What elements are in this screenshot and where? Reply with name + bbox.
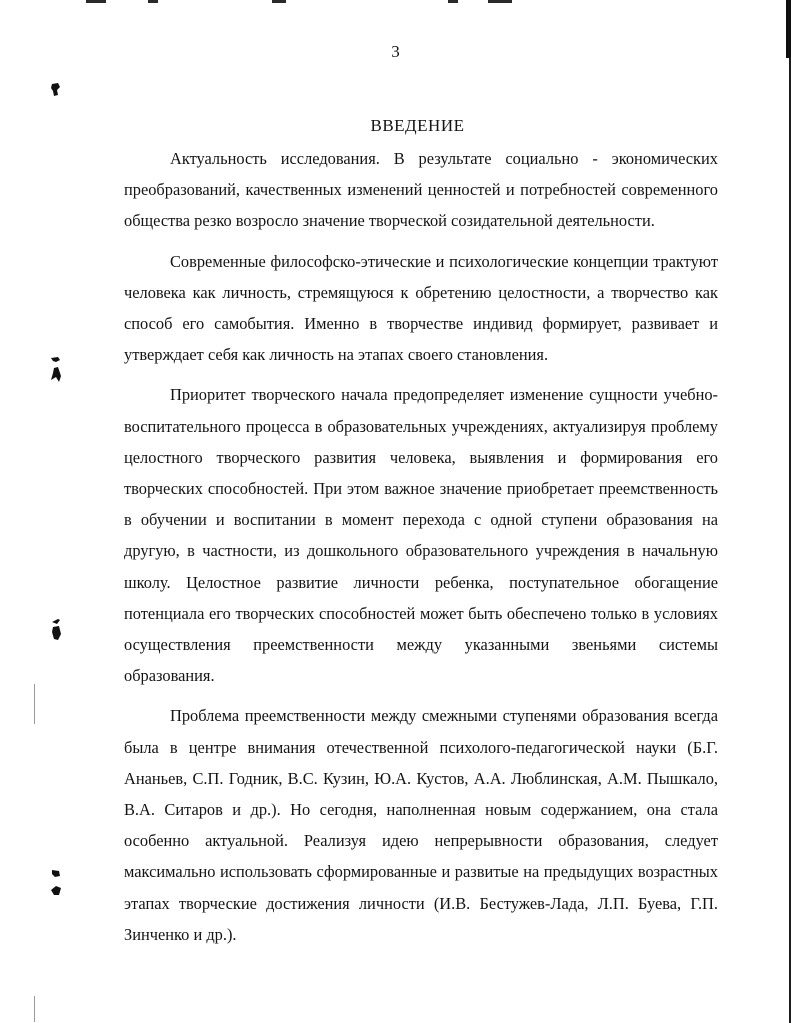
binder-hole-mark [48,356,64,384]
binder-hole-mark [48,868,64,896]
paragraph: Приоритет творческого начала предопределяет изменение сущности учебно-воспитательного процесса в образовательных учреждениях, актуализируя проблему целостного творческого развития человека, выявления и формирования его творческих способностей. При этом важное значение приобретает преемственность в обучении и воспитании в момент перехода с одной ступени образования на другую, в частности, из дошкольного образовательного учреждения в начальную школу. Целостное развитие личности ребенка, поступательное обогащение потенциала его творческих способностей может быть обеспечено только в условиях осуществления преемственности между указанными звеньями системы образования. [124,385,718,686]
scan-edge-mark [272,0,286,3]
paragraph: Современные философско-этические и психологические концепции трактуют человека как личность, стремящуюся к обретению целостности, а творчество как способ его самобытия. Именно в творчестве индивид формирует, развивает и утверждает себя как личность на этапах своего становления. [124,251,718,365]
body-text [124,143,718,950]
scan-edge-mark [86,0,106,3]
margin-rule [34,996,35,1022]
section-heading: ВВЕДЕНИЕ [370,116,465,135]
scan-edge-mark [448,0,458,3]
paragraph: Актуальность исследования. В результате социально - экономических преобразований, качественных изменений ценностей и потребностей современного общества резко возросло значение творческой созидательной деятельности. [124,149,718,231]
page-number: 3 [391,42,400,61]
scan-edge-mark [148,0,158,3]
binder-hole-mark [48,618,64,646]
paragraph: Проблема преемственности между смежными ступенями образования всегда была в центре внимания отечественной психолого-педагогической науки (Б.Г. Ананьев, С.П. Годник, В.С. Кузин, Ю.А. Кустов, А.А. Люблинская, А.М. Пышкало, В.А. Ситаров и др.). Но сегодня, наполненная новым содержанием, она стала особенно актуальной. Реализуя идею непрерывности образования, следует максимально использовать сформированные и развитые на предыдущих возрастных этапах творческие достижения личности (И.В. Бестужев-Лада, Л.П. Буева, Г.П. Зинченко и др.). [124,706,718,944]
margin-rule [34,684,35,724]
binder-hole-mark [48,82,64,110]
scan-edge-mark [488,0,512,3]
